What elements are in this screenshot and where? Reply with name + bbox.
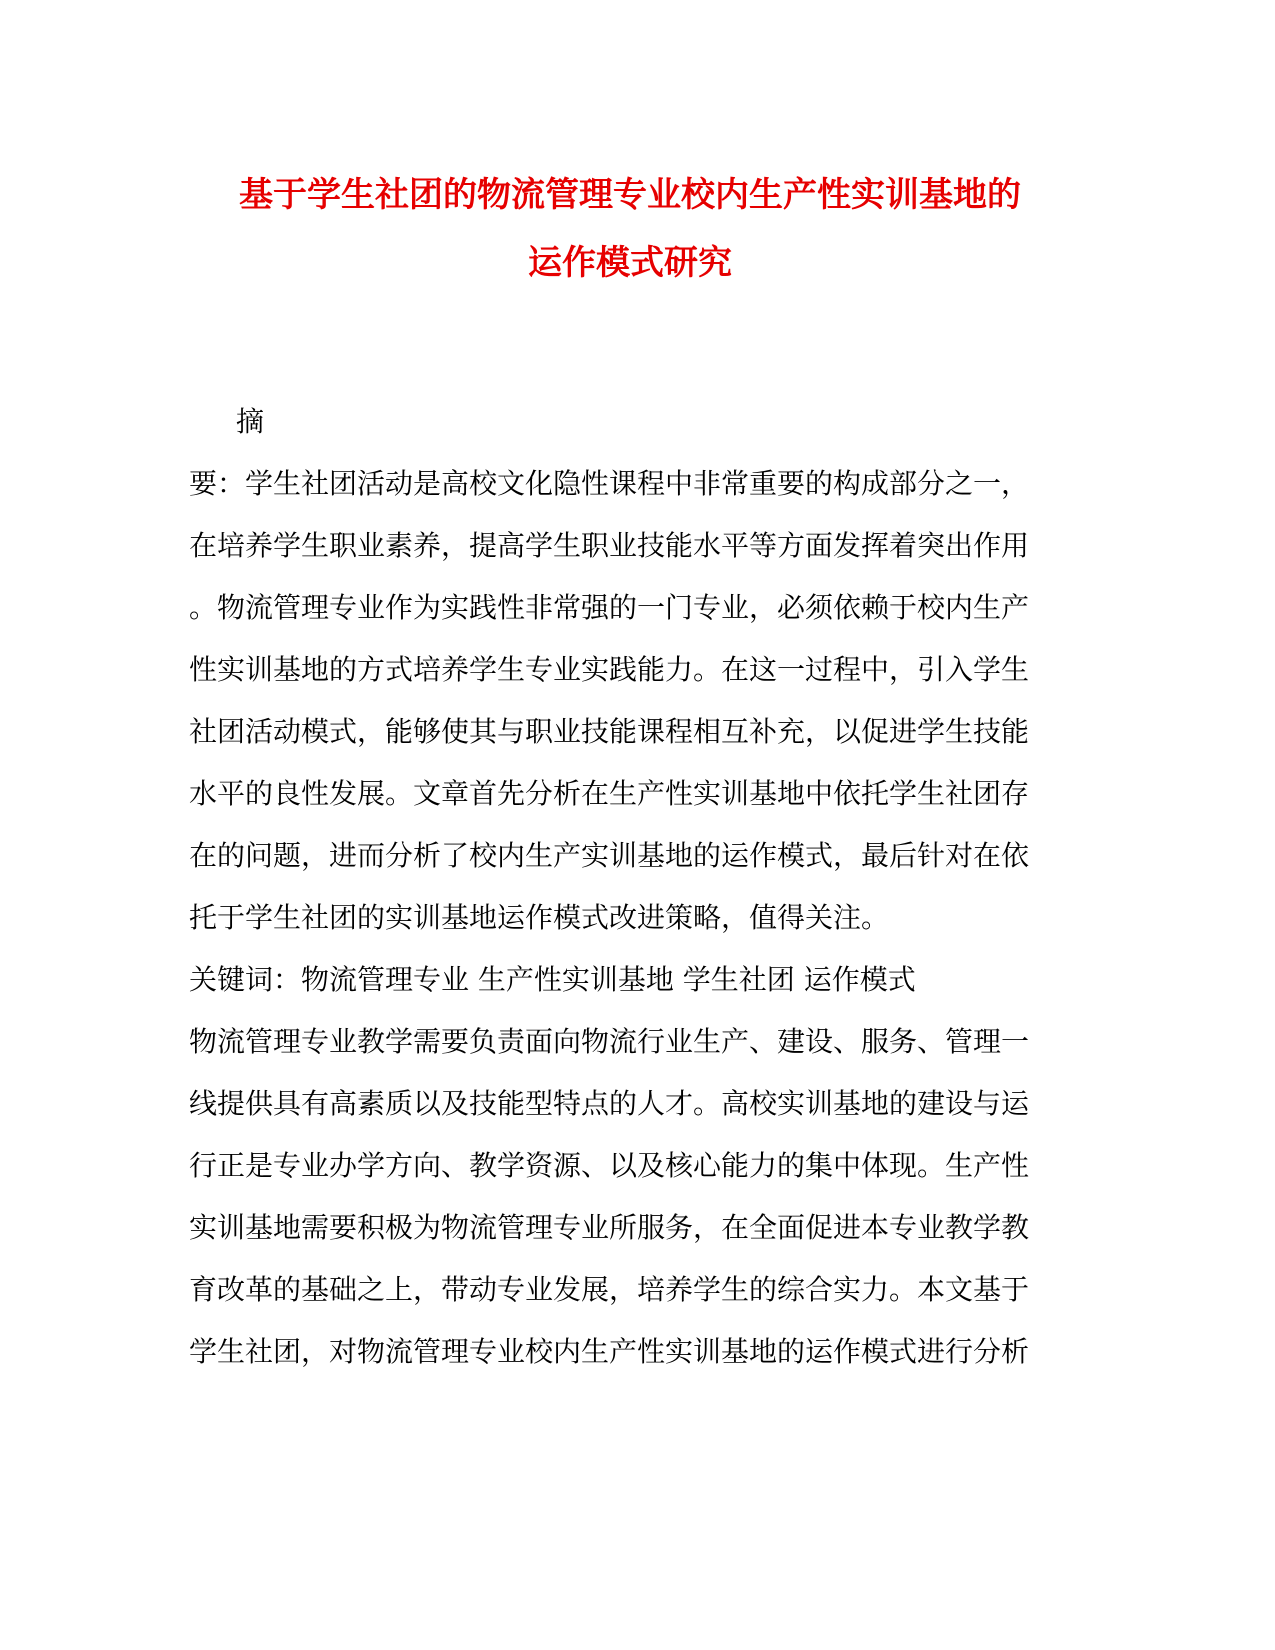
body-line: 在的问题，进而分析了校内生产实训基地的运作模式，最后针对在依 [189,839,1030,872]
body-line: 水平的良性发展。文章首先分析在生产性实训基地中依托学生社团存 [189,777,1030,810]
body-line: 。物流管理专业作为实践性非常强的一门专业，必须依赖于校内生产 [189,591,1030,624]
body-line: 要：学生社团活动是高校文化隐性课程中非常重要的构成部分之一， [189,467,1030,500]
body-line: 托于学生社团的实训基地运作模式改进策略，值得关注。 [189,901,890,934]
keywords-line: 关键词：物流管理专业 生产性实训基地 学生社团 运作模式 [189,963,916,996]
body-line: 线提供具有高素质以及技能型特点的人才。高校实训基地的建设与运 [189,1087,1030,1120]
body-line: 行正是专业办学方向、教学资源、以及核心能力的集中体现。生产性 [189,1149,1030,1182]
body-line: 实训基地需要积极为物流管理专业所服务，在全面促进本专业教学教 [189,1211,1030,1244]
body-line: 在培养学生职业素养，提高学生职业技能水平等方面发挥着突出作用 [189,529,1030,562]
body-line: 育改革的基础之上，带动专业发展，培养学生的综合实力。本文基于 [189,1273,1030,1306]
body-line: 学生社团，对物流管理专业校内生产性实训基地的运作模式进行分析 [189,1335,1030,1368]
body-line: 物流管理专业教学需要负责面向物流行业生产、建设、服务、管理一 [189,1025,1030,1058]
abstract-heading: 摘 [236,405,265,438]
title-line-2: 运作模式研究 [528,243,732,283]
title-line-1: 基于学生社团的物流管理专业校内生产性实训基地的 [239,175,1021,215]
body-line: 性实训基地的方式培养学生专业实践能力。在这一过程中，引入学生 [189,653,1030,686]
body-line: 社团活动模式，能够使其与职业技能课程相互补充，以促进学生技能 [189,715,1030,748]
